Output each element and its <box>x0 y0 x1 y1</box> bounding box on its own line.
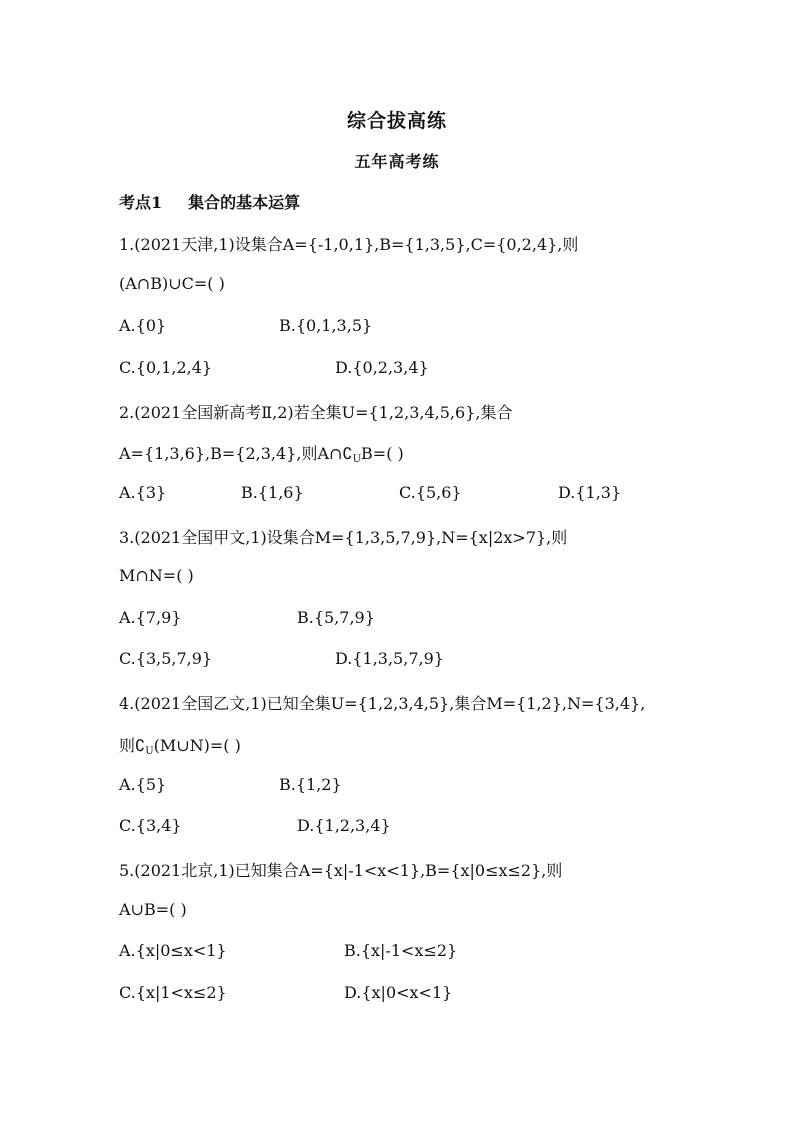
q1-option-b: B.{0,1,3,5} <box>279 316 373 335</box>
q3-option-d: D.{1,3,5,7,9} <box>335 649 444 668</box>
q1-stem-line1: 1.(2021天津,1)设集合A={-1,0,1},B={1,3,5},C={0,2,4},则 <box>119 235 579 254</box>
q3-stem-line1: 3.(2021全国甲文,1)设集合M={1,3,5,7,9},N={x|2x>7},则 <box>119 528 568 547</box>
page-title: 综合拔高练 <box>346 110 447 132</box>
q2-option-b: B.{1,6} <box>241 483 304 502</box>
section-label: 考点1 <box>119 193 163 212</box>
q3-option-b: B.{5,7,9} <box>297 608 375 627</box>
page-subtitle: 五年高考练 <box>354 152 440 171</box>
q2-stem-line2-text: A={1,3,6},B={2,3,4},则A∩∁ <box>119 444 353 463</box>
q2-stem-line2-tail: B=( ) <box>361 444 404 463</box>
q4-stem-line2 <box>119 733 241 757</box>
q4-stem-line2-text: 则∁ <box>119 736 146 755</box>
complement-subscript: U <box>145 746 154 757</box>
q2-option-d: D.{1,3} <box>558 483 622 502</box>
q5-option-b: B.{x|-1<x≤2} <box>344 941 458 960</box>
q2-stem-line1: 2.(2021全国新高考Ⅱ,2)若全集U={1,2,3,4,5,6},集合 <box>119 403 513 422</box>
q1-option-a: A.{0} <box>119 316 167 335</box>
q5-stem-line1: 5.(2021北京,1)已知集合A={x|-1<x<1},B={x|0≤x≤2},则 <box>119 861 563 880</box>
q4-option-b: B.{1,2} <box>279 775 342 794</box>
q4-option-c: C.{3,4} <box>119 816 182 835</box>
q2-option-c: C.{5,6} <box>399 483 462 502</box>
q3-option-c: C.{3,5,7,9} <box>119 649 213 668</box>
q4-option-d: D.{1,2,3,4} <box>297 816 391 835</box>
q5-option-a: A.{x|0≤x<1} <box>119 941 227 960</box>
section-heading <box>119 190 300 213</box>
q4-option-a: A.{5} <box>119 775 167 794</box>
complement-subscript: U <box>352 454 362 465</box>
q5-stem-line2: A∪B=( ) <box>119 900 187 919</box>
q3-stem-line2: M∩N=( ) <box>119 566 194 585</box>
q1-stem-line2: (A∩B)∪C=( ) <box>119 274 225 293</box>
q2-stem-line2 <box>119 441 404 465</box>
q1-option-d: D.{0,2,3,4} <box>335 358 429 377</box>
q2-option-a: A.{3} <box>119 483 167 502</box>
q4-stem-line2-tail: (M∪N)=( ) <box>153 736 241 755</box>
q5-option-c: C.{x|1<x≤2} <box>119 983 227 1002</box>
q5-option-d: D.{x|0<x<1} <box>344 983 453 1002</box>
q3-option-a: A.{7,9} <box>119 608 182 627</box>
section-name: 集合的基本运算 <box>188 193 301 212</box>
q1-option-c: C.{0,1,2,4} <box>119 358 213 377</box>
q4-stem-line1: 4.(2021全国乙文,1)已知全集U={1,2,3,4,5},集合M={1,2},N={3,4}, <box>119 694 646 713</box>
